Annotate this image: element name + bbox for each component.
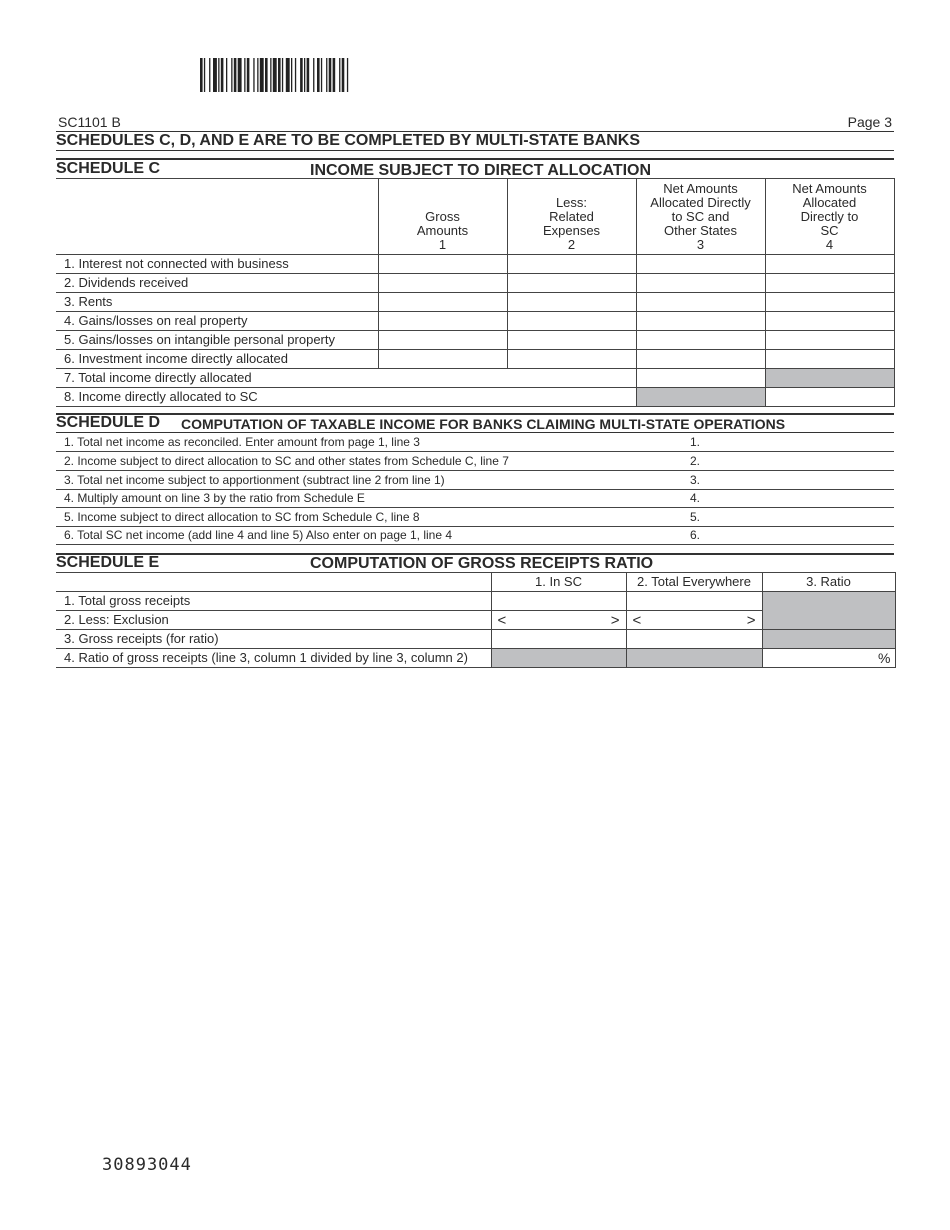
- gross-amount-input[interactable]: [378, 255, 507, 274]
- net-allocated-sc-other-input[interactable]: [636, 255, 765, 274]
- divider: [56, 158, 894, 160]
- net-allocated-sc-other-input[interactable]: [636, 331, 765, 350]
- row-label: 7. Total income directly allocated: [56, 369, 636, 388]
- barcode-bar: [209, 58, 210, 92]
- barcode-bar: [286, 58, 290, 92]
- total-allocated-sc-other-input[interactable]: [636, 369, 765, 388]
- table-row: [56, 312, 894, 331]
- schedule-d-row[interactable]: [56, 471, 894, 490]
- row-label: 6. Total SC net income (add line 4 and line 5) Also enter on page 1, line 4: [64, 528, 453, 542]
- line-number: 2.: [690, 454, 701, 468]
- gross-amount-input[interactable]: [378, 331, 507, 350]
- row-label: 4. Gains/losses on real property: [56, 312, 378, 331]
- schedule-e-header-row: [56, 573, 895, 592]
- column-header-related-expenses: Less: Related Expenses 2: [507, 179, 636, 255]
- row-label: 2. Less: Exclusion: [56, 611, 491, 630]
- barcode-bar: [329, 58, 332, 92]
- banner-title: SCHEDULES C, D, AND E ARE TO BE COMPLETED BY MULTI-STATE BANKS: [56, 132, 641, 149]
- exclusion-sc-input[interactable]: [491, 611, 626, 630]
- greater-than-bracket: >: [746, 611, 756, 629]
- barcode-bar: [218, 58, 219, 92]
- receipts-ratio-everywhere-input[interactable]: [626, 630, 762, 649]
- line-number: 3.: [690, 473, 701, 487]
- row-label: 3. Rents: [56, 293, 378, 312]
- net-allocated-sc-other-input[interactable]: [636, 312, 765, 331]
- form-id: SC1101 B: [58, 114, 121, 130]
- schedule-e-title: COMPUTATION OF GROSS RECEIPTS RATIO: [310, 555, 654, 572]
- barcode-bar: [304, 58, 305, 92]
- table-row: [56, 630, 895, 649]
- barcode-bar: [226, 58, 227, 92]
- schedule-d-row[interactable]: [56, 452, 894, 471]
- percent-sign: %: [878, 650, 891, 666]
- income-allocated-sc-input[interactable]: [765, 388, 894, 407]
- gross-receipts-everywhere-input[interactable]: [626, 592, 762, 611]
- exclusion-everywhere-input[interactable]: [626, 611, 762, 630]
- net-allocated-sc-input[interactable]: [765, 274, 894, 293]
- barcode-bar: [253, 58, 254, 92]
- table-row: [56, 592, 895, 611]
- row-label: 6. Investment income directly allocated: [56, 350, 378, 369]
- barcode-bar: [260, 58, 264, 92]
- row-label: 4. Ratio of gross receipts (line 3, column 1 divided by line 3, column 2): [56, 649, 491, 668]
- table-row: [56, 350, 894, 369]
- less-than-bracket: <: [497, 611, 507, 629]
- barcode-bar: [270, 58, 271, 92]
- schedule-d-name: SCHEDULE D: [56, 414, 161, 431]
- barcode-bar: [234, 58, 237, 92]
- related-expenses-input[interactable]: [507, 312, 636, 331]
- row-label: 5. Income subject to direct allocation to SC from Schedule C, line 8: [64, 510, 420, 524]
- column-header-ratio: 3. Ratio: [762, 573, 895, 592]
- schedule-d-row[interactable]: [56, 508, 894, 527]
- table-row: [56, 388, 894, 407]
- table-row: [56, 649, 895, 668]
- schedule-d-row[interactable]: [56, 489, 894, 508]
- barcode-bar: [339, 58, 340, 92]
- table-row: [56, 274, 894, 293]
- line-number: 4.: [690, 491, 701, 505]
- net-allocated-sc-other-input[interactable]: [636, 293, 765, 312]
- barcode-bar: [231, 58, 232, 92]
- column-header-in-sc: 1. In SC: [491, 573, 626, 592]
- barcode-bar: [347, 58, 348, 92]
- barcode-bar: [200, 58, 203, 92]
- column-header-net-allocated-sc-other: Net Amounts Allocated Directly to SC and Other States 3: [636, 179, 765, 255]
- row-label: 1. Total net income as reconciled. Enter amount from page 1, line 3: [64, 435, 420, 449]
- barcode-bar: [213, 58, 217, 92]
- shaded-cell: [636, 388, 765, 407]
- less-than-bracket: <: [632, 611, 642, 629]
- column-header-net-allocated-sc: Net Amounts Allocated Directly to SC 4: [765, 179, 894, 255]
- form-code: 30893044: [102, 1155, 192, 1175]
- barcode-bar: [273, 58, 277, 92]
- table-row: [56, 255, 894, 274]
- shaded-cell: [762, 630, 895, 649]
- greater-than-bracket: >: [610, 611, 620, 629]
- row-label: 1. Interest not connected with business: [56, 255, 378, 274]
- row-label: 4. Multiply amount on line 3 by the ratio from Schedule E: [64, 491, 365, 505]
- barcode-bar: [307, 58, 310, 92]
- schedule-c-name: SCHEDULE C: [56, 160, 161, 177]
- barcode-bar: [313, 58, 314, 92]
- barcode-bar: [321, 58, 322, 92]
- divider: [56, 150, 894, 151]
- net-allocated-sc-other-input[interactable]: [636, 350, 765, 369]
- barcode-bar: [295, 58, 296, 92]
- related-expenses-input[interactable]: [507, 331, 636, 350]
- table-row: [56, 293, 894, 312]
- gross-amount-input[interactable]: [378, 350, 507, 369]
- table-row: [56, 611, 895, 630]
- barcode-bar: [278, 58, 281, 92]
- row-label: 1. Total gross receipts: [56, 592, 491, 611]
- related-expenses-input[interactable]: [507, 293, 636, 312]
- barcode-bar: [238, 58, 242, 92]
- schedule-d-title: COMPUTATION OF TAXABLE INCOME FOR BANKS CLAIMING MULTI-STATE OPERATIONS: [181, 416, 786, 432]
- barcode-image: [200, 58, 470, 92]
- shaded-cell: [626, 649, 762, 668]
- barcode-bar: [300, 58, 303, 92]
- shaded-cell: [762, 611, 895, 630]
- barcode-bar: [257, 58, 258, 92]
- receipts-ratio-sc-input[interactable]: [491, 630, 626, 649]
- table-row: [56, 331, 894, 350]
- line-number: 5.: [690, 510, 701, 524]
- barcode-bar: [265, 58, 268, 92]
- schedule-e-table: [56, 572, 896, 668]
- column-header-total-everywhere: 2. Total Everywhere: [626, 573, 762, 592]
- row-label: 3. Total net income subject to apportionment (subtract line 2 from line 1): [64, 473, 445, 487]
- barcode-bar: [326, 58, 327, 92]
- row-label: 3. Gross receipts (for ratio): [56, 630, 491, 649]
- schedule-c-header-row: [56, 179, 894, 255]
- ratio-percent-input[interactable]: [762, 649, 895, 668]
- schedule-e-name: SCHEDULE E: [56, 554, 160, 571]
- schedule-d-row[interactable]: [56, 526, 894, 545]
- net-allocated-sc-other-input[interactable]: [636, 274, 765, 293]
- line-number: 6.: [690, 528, 701, 542]
- row-label: 2. Dividends received: [56, 274, 378, 293]
- column-header-gross-amounts: Gross Amounts 1: [378, 179, 507, 255]
- row-label: 8. Income directly allocated to SC: [56, 388, 636, 407]
- net-allocated-sc-input[interactable]: [765, 312, 894, 331]
- row-label: 5. Gains/losses on intangible personal property: [56, 331, 378, 350]
- schedule-c-title: INCOME SUBJECT TO DIRECT ALLOCATION: [310, 162, 652, 179]
- related-expenses-input[interactable]: [507, 350, 636, 369]
- barcode-bar: [247, 58, 250, 92]
- table-row: [56, 369, 894, 388]
- barcode-bar: [282, 58, 283, 92]
- gross-amount-input[interactable]: [378, 312, 507, 331]
- barcode-bar: [244, 58, 245, 92]
- shaded-cell: [762, 592, 895, 611]
- gross-receipts-sc-input[interactable]: [491, 592, 626, 611]
- page-number: Page 3: [847, 114, 892, 130]
- divider: [56, 413, 894, 415]
- barcode-bar: [204, 58, 205, 92]
- related-expenses-input[interactable]: [507, 255, 636, 274]
- barcode-bar: [317, 58, 320, 92]
- shaded-cell: [491, 649, 626, 668]
- barcode-bar: [333, 58, 336, 92]
- row-label: 2. Income subject to direct allocation to SC and other states from Schedule C, line 7: [64, 454, 509, 468]
- schedule-c-table: [56, 178, 895, 407]
- related-expenses-input[interactable]: [507, 274, 636, 293]
- line-number: 1.: [690, 435, 701, 449]
- schedule-d-row[interactable]: [56, 433, 894, 452]
- barcode-bar: [221, 58, 224, 92]
- shaded-cell: [765, 369, 894, 388]
- gross-amount-input[interactable]: [378, 274, 507, 293]
- net-allocated-sc-input[interactable]: [765, 350, 894, 369]
- gross-amount-input[interactable]: [378, 293, 507, 312]
- barcode-bar: [342, 58, 345, 92]
- barcode-bar: [291, 58, 292, 92]
- net-allocated-sc-input[interactable]: [765, 331, 894, 350]
- net-allocated-sc-input[interactable]: [765, 255, 894, 274]
- net-allocated-sc-input[interactable]: [765, 293, 894, 312]
